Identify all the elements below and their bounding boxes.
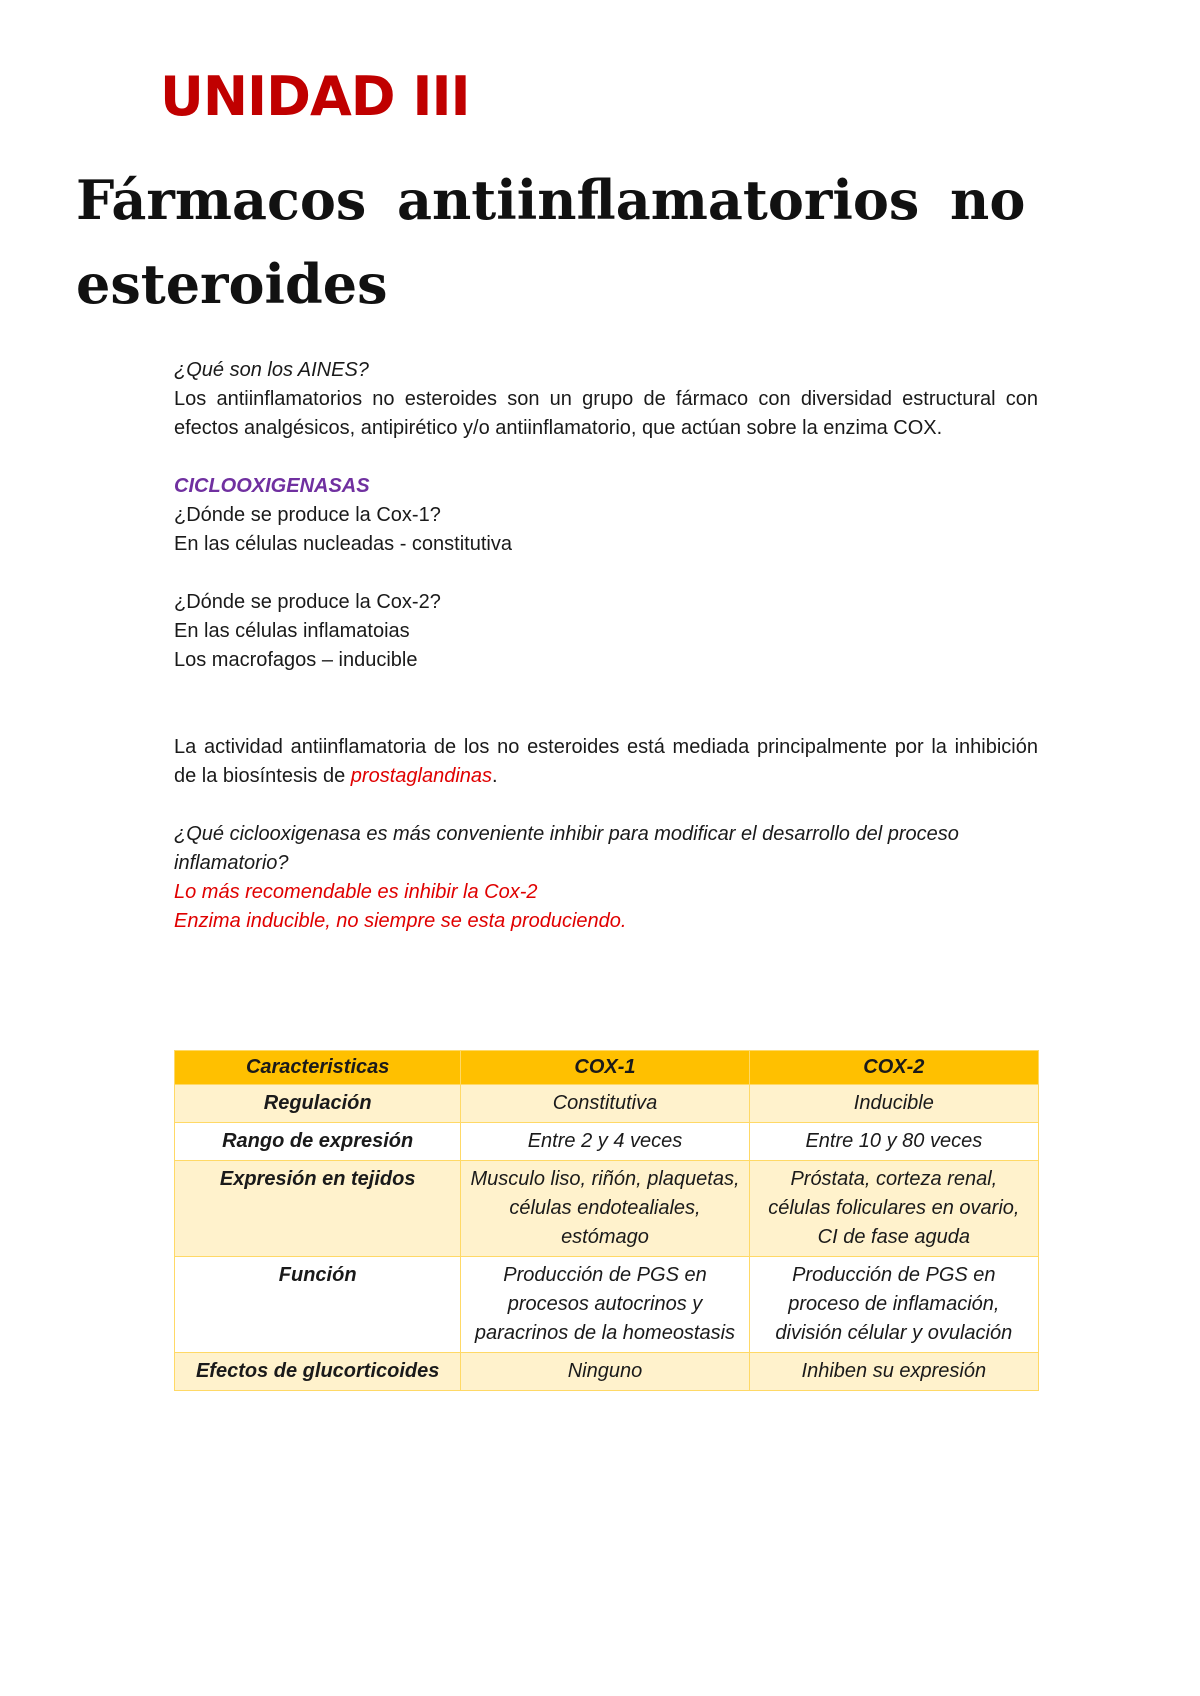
cox2-cell: Producción de PGS en proceso de inflamación, división célular y ovulación xyxy=(749,1257,1038,1353)
intro-answer: Los antiinflamatorios no esteroides son un grupo de fármaco con diversidad estructural con efectos analgésicos, antipirético y/o antiinflamatorio, que actúan sobre la enzima COX. xyxy=(174,388,1038,439)
cox1-cell: Musculo liso, riñón, plaquetas, células endotealiales, estómago xyxy=(461,1161,749,1257)
cox2-cell: Inhiben su expresión xyxy=(749,1353,1038,1391)
intro-section xyxy=(174,356,1038,936)
spacer xyxy=(174,443,1038,472)
spacer xyxy=(174,675,1038,733)
activity-text: La actividad antiinflamatoria de los no esteroides está mediada principalmente por la inhibición de la biosíntesis de xyxy=(174,736,1038,787)
table-header-row xyxy=(175,1051,1039,1085)
row-label: Expresión en tejidos xyxy=(175,1161,461,1257)
table-row xyxy=(175,1085,1039,1123)
table-row xyxy=(175,1123,1039,1161)
cox2-answer-cells: En las células inflamatoias xyxy=(174,620,410,642)
cox1-cell: Producción de PGS en procesos autocrinos y paracrinos de la homeostasis xyxy=(461,1257,749,1353)
cox2-cell: Entre 10 y 80 veces xyxy=(749,1123,1038,1161)
header-cox2: COX-2 xyxy=(749,1051,1038,1085)
header-characteristics: Caracteristicas xyxy=(175,1051,461,1085)
row-label: Función xyxy=(175,1257,461,1353)
row-label: Rango de expresión xyxy=(175,1123,461,1161)
cox1-cell: Entre 2 y 4 veces xyxy=(461,1123,749,1161)
activity-paragraph xyxy=(174,733,1038,791)
unit-heading: UNIDAD III xyxy=(160,65,470,128)
activity-end: . xyxy=(492,765,498,787)
cox1-question: ¿Dónde se produce la Cox-1? xyxy=(174,504,441,526)
table-row xyxy=(175,1353,1039,1391)
table-row xyxy=(175,1257,1039,1353)
header-cox1: COX-1 xyxy=(461,1051,749,1085)
inhibit-answer-recommendation: Lo más recomendable es inhibir la Cox-2 xyxy=(174,881,538,903)
spacer xyxy=(174,791,1038,820)
cox2-cell: Próstata, corteza renal, células foliculares en ovario, CI de fase aguda xyxy=(749,1161,1038,1257)
inhibit-question: ¿Qué ciclooxigenasa es más conveniente inhibir para modificar el desarrollo del proceso inflamatorio? xyxy=(174,823,959,874)
cox-comparison-table xyxy=(174,1050,1039,1391)
row-label: Regulación xyxy=(175,1085,461,1123)
intro-question: ¿Qué son los AINES? xyxy=(174,359,369,381)
prostaglandins-term: prostaglandinas xyxy=(350,765,493,787)
inhibit-answer-reason: Enzima inducible, no siempre se esta produciendo. xyxy=(174,910,627,932)
cox2-answer-macrophages: Los macrofagos – inducible xyxy=(174,649,418,671)
spacer xyxy=(174,559,1038,588)
row-label: Efectos de glucorticoides xyxy=(175,1353,461,1391)
page-title: Fármacos antiinflamatorios no esteroides xyxy=(76,168,1026,316)
cox1-cell: Ninguno xyxy=(461,1353,749,1391)
table-row xyxy=(175,1161,1039,1257)
cox1-cell: Constitutiva xyxy=(461,1085,749,1123)
cox1-answer: En las células nucleadas - constitutiva xyxy=(174,533,512,555)
cox2-cell: Inducible xyxy=(749,1085,1038,1123)
cyclooxygenase-heading: CICLOOXIGENASAS xyxy=(174,475,370,497)
cox2-question: ¿Dónde se produce la Cox-2? xyxy=(174,591,441,613)
